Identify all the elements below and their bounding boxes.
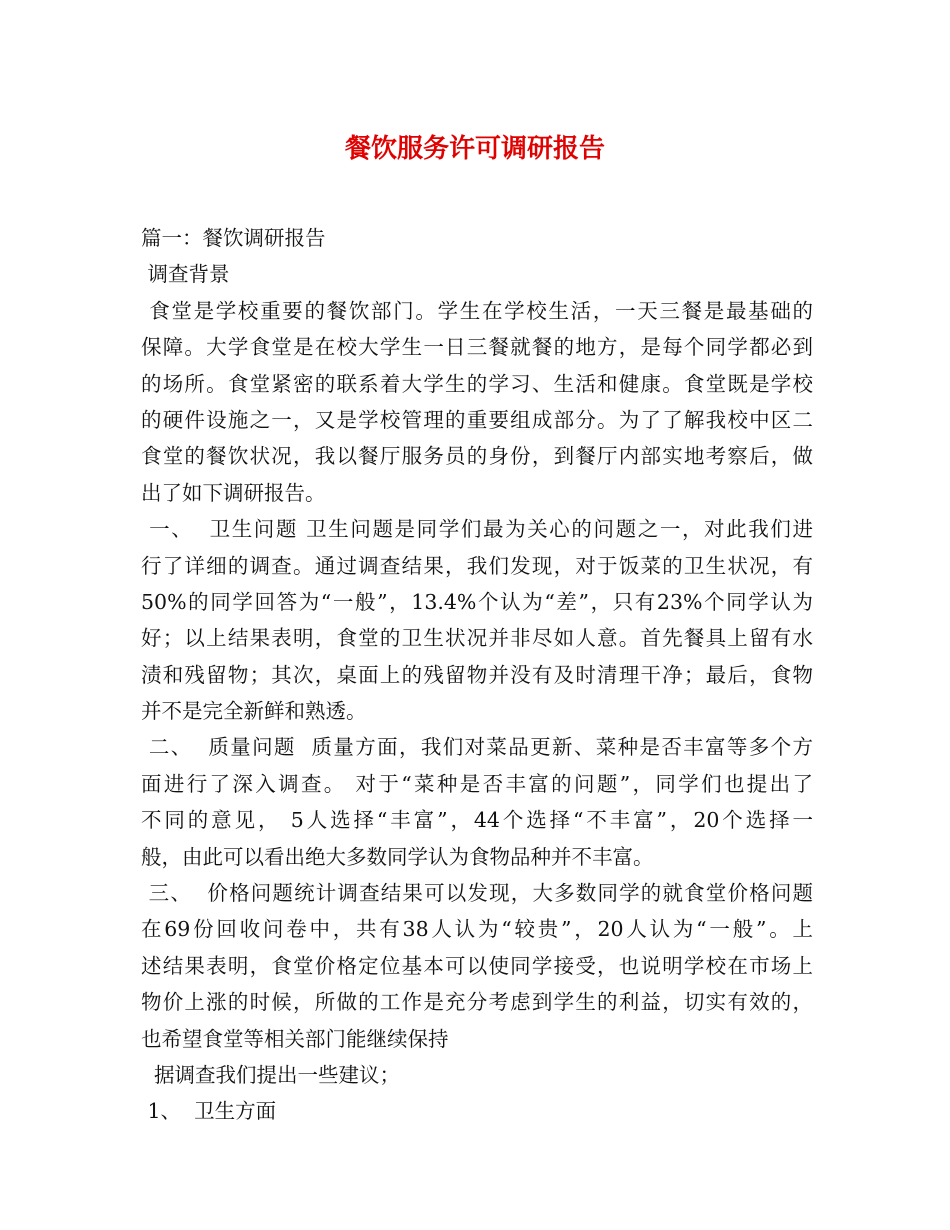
body-line: 好；以上结果表明，食堂的卫生状况并非尽如人意。首先餐具上留有水 [141, 626, 813, 651]
body-line: 在69份回收问卷中，共有38人认为“较贵”，20人认为“一般”。上 [141, 917, 813, 942]
body-line: 的硬件设施之一，又是学校管理的重要组成部分。为了了解我校中区二 [141, 407, 813, 432]
body-line: 50%的同学回答为“一般”，13.4%个认为“差”，只有23%个同学认为 [141, 589, 813, 614]
document-title: 餐饮服务许可调研报告 [344, 134, 605, 164]
body-line: 一、 卫生问题 卫生问题是同学们最为关心的问题之一，对此我们进 [141, 517, 813, 542]
body-line: 二、 质量问题 质量方面，我们对菜品更新、菜种是否丰富等多个方 [141, 735, 813, 760]
body-line: 并不是完全新鲜和熟透。 [141, 699, 367, 724]
body-line: 出了如下调研报告。 [141, 480, 326, 505]
body-line: 渍和残留物；其次，桌面上的残留物并没有及时清理干净；最后，食物 [141, 662, 813, 687]
body-line: 保障。大学食堂是在校大学生一日三餐就餐的地方，是每个同学都必到 [141, 335, 813, 360]
body-line: 1、 卫生方面 [141, 1099, 277, 1124]
body-line: 调查背景 [141, 262, 230, 287]
body-line: 据调查我们提出一些建议； [141, 1062, 401, 1087]
body-line: 行了详细的调查。通过调查结果，我们发现，对于饭菜的卫生状况，有 [141, 553, 813, 578]
body-line: 物价上涨的时候，所做的工作是充分考虑到学生的利益，切实有效的， [141, 990, 813, 1015]
body-line: 食堂是学校重要的餐饮部门。学生在学校生活，一天三餐是最基础的 [141, 298, 813, 323]
body-line: 述结果表明，食堂价格定位基本可以使同学接受，也说明学校在市场上 [141, 953, 813, 978]
body-line: 不同的意见， 5人选择“丰富”，44个选择“不丰富”，20个选择一 [141, 808, 813, 833]
body-line: 三、 价格问题统计调查结果可以发现，大多数同学的就食堂价格问题 [141, 881, 813, 906]
body-line: 食堂的餐饮状况，我以餐厅服务员的身份，到餐厅内部实地考察后，做 [141, 444, 813, 469]
body-line: 篇一：餐饮调研报告 [141, 226, 326, 250]
body-line: 也希望食堂等相关部门能继续保持 [141, 1026, 449, 1051]
document-body [141, 220, 813, 1130]
body-line: 般，由此可以看出绝大多数同学认为食物品种并不丰富。 [141, 844, 654, 869]
body-line: 面进行了深入调查。 对于“菜种是否丰富的问题”，同学们也提出了 [141, 771, 813, 796]
body-line: 的场所。食堂紧密的联系着大学生的学习、生活和健康。食堂既是学校 [141, 371, 813, 396]
